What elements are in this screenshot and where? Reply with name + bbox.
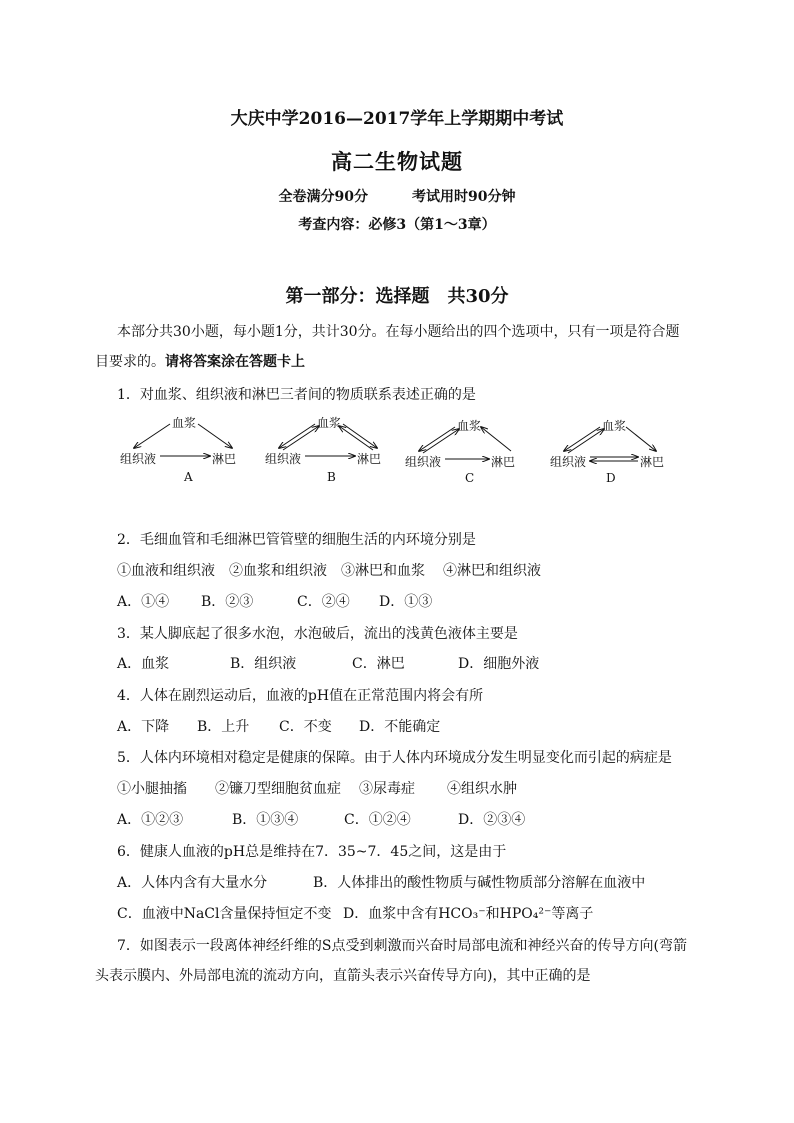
part1-intro-line2 — [95, 351, 305, 371]
intro-instruction: 请将答案涂在答题卡上 — [165, 354, 305, 370]
q4-option-b[interactable]: B．上升 — [197, 719, 250, 735]
diagram-b — [265, 412, 395, 487]
diagram-c — [405, 415, 535, 490]
question-5-options — [117, 809, 525, 829]
q5-option-c[interactable]: C．①②④ — [344, 812, 411, 828]
q2-option-d[interactable]: D．①③ — [379, 594, 433, 610]
q5-option-b[interactable]: B．①③④ — [232, 812, 299, 828]
diagram-b-arrows — [265, 412, 395, 472]
lymph-label: 淋巴 — [491, 455, 516, 469]
q5-item-3: ③尿毒症 — [359, 781, 415, 797]
tissue-fluid-label: 组织液 — [405, 455, 442, 469]
question-7-stem: 7．如图表示一段离体神经纤维的S点受到刺激而兴奋时局部电流和神经兴奋的传导方向(弯箭 — [117, 938, 687, 954]
diagram-d-arrows — [550, 415, 680, 475]
q5-item-1: ①小腿抽搐 — [117, 781, 187, 797]
q4-option-d[interactable]: D．不能确定 — [359, 719, 441, 735]
exam-meta — [0, 186, 794, 206]
q6-option-c[interactable]: C．血液中NaCl含量保持恒定不变 — [117, 906, 332, 922]
tissue-fluid-label: 组织液 — [120, 452, 157, 466]
question-7-stem-cont: 头表示膜内、外局部电流的流动方向，直箭头表示兴奋传导方向)，其中正确的是 — [95, 968, 591, 984]
option-d-label: D — [606, 471, 616, 485]
subject-title: 高二生物试题 — [331, 149, 463, 174]
q2-item-3: ③淋巴和血浆 — [341, 563, 425, 579]
question-5-items — [117, 778, 517, 798]
q3-option-c[interactable]: C．淋巴 — [352, 656, 405, 672]
option-c-label: C — [465, 471, 475, 485]
part1-intro-line1: 本部分共30小题，每小题1分，共计30分。在每小题给出的四个选项中，只有一项是符合题 — [117, 324, 680, 340]
tissue-fluid-label: 组织液 — [550, 455, 587, 469]
q3-option-d[interactable]: D．细胞外液 — [458, 656, 540, 672]
lymph-label: 淋巴 — [640, 455, 665, 469]
q5-item-4: ④组织水肿 — [447, 781, 517, 797]
q3-option-a[interactable]: A．血浆 — [117, 656, 170, 672]
question-2-items — [117, 560, 541, 580]
plasma-label: 血浆 — [317, 416, 342, 430]
q4-option-c[interactable]: C．不变 — [279, 719, 332, 735]
exam-title: 大庆中学2016—2017学年上学期期中考试 — [230, 109, 564, 129]
question-1-stem: 1．对血浆、组织液和淋巴三者间的物质联系表述正确的是 — [117, 387, 476, 403]
diagram-a-arrows — [120, 412, 250, 472]
q2-option-c[interactable]: C．②④ — [297, 594, 350, 610]
question-5-stem: 5．人体内环境相对稳定是健康的保障。由于人体内环境成分发生明显变化而引起的病症是 — [117, 750, 672, 766]
lymph-label: 淋巴 — [212, 452, 237, 466]
q5-item-2: ②镰刀型细胞贫血症 — [215, 781, 341, 797]
full-score: 全卷满分90分 — [278, 189, 368, 205]
q5-option-d[interactable]: D．②③④ — [458, 812, 526, 828]
q6-option-d[interactable]: D．血浆中含有HCO₃⁻和HPO₄²⁻等离子 — [343, 906, 594, 922]
tissue-fluid-label: 组织液 — [265, 452, 302, 466]
diagram-a — [120, 412, 250, 487]
q6-option-a[interactable]: A．人体内含有大量水分 — [117, 875, 268, 891]
plasma-label: 血浆 — [602, 419, 627, 433]
intro-text: 目要求的。 — [95, 354, 165, 370]
q3-option-b[interactable]: B．组织液 — [230, 656, 297, 672]
plasma-label: 血浆 — [457, 419, 482, 433]
question-6-stem: 6．健康人血液的pH总是维持在7．35~7．45之间，这是由于 — [117, 844, 507, 860]
part1-heading — [0, 282, 794, 308]
q2-item-4: ④淋巴和组织液 — [443, 563, 541, 579]
diagram-c-arrows — [405, 415, 535, 475]
part1-total: 共30分 — [447, 286, 509, 307]
q2-item-2: ②血浆和组织液 — [229, 563, 327, 579]
diagram-d — [550, 415, 680, 490]
question-4-stem: 4．人体在剧烈运动后，血液的pH值在正常范围内将会有所 — [117, 688, 484, 704]
question-3-options — [117, 653, 539, 673]
q4-option-a[interactable]: A．下降 — [117, 719, 170, 735]
question-6-options-row1 — [117, 872, 645, 892]
lymph-label: 淋巴 — [357, 452, 382, 466]
q2-option-b[interactable]: B．②③ — [201, 594, 254, 610]
option-a-label: A — [184, 470, 193, 484]
q5-option-a[interactable]: A．①②③ — [117, 812, 184, 828]
question-4-options — [117, 716, 440, 736]
q2-item-1: ①血液和组织液 — [117, 563, 215, 579]
option-b-label: B — [327, 470, 336, 484]
duration: 考试用时90分钟 — [412, 189, 516, 205]
question-2-options — [117, 591, 432, 611]
question-3-stem: 3．某人脚底起了很多水泡，水泡破后，流出的浅黄色液体主要是 — [117, 626, 518, 642]
q6-option-b[interactable]: B．人体排出的酸性物质与碱性物质部分溶解在血液中 — [313, 875, 646, 891]
question-2-stem: 2．毛细血管和毛细淋巴管管壁的细胞生活的内环境分别是 — [117, 532, 476, 548]
plasma-label: 血浆 — [172, 416, 197, 430]
exam-scope: 考查内容：必修3（第1～3章） — [298, 217, 496, 233]
part1-title: 第一部分：选择题 — [285, 286, 430, 307]
q2-option-a[interactable]: A．①④ — [117, 594, 170, 610]
question-6-options-row2 — [117, 903, 593, 923]
